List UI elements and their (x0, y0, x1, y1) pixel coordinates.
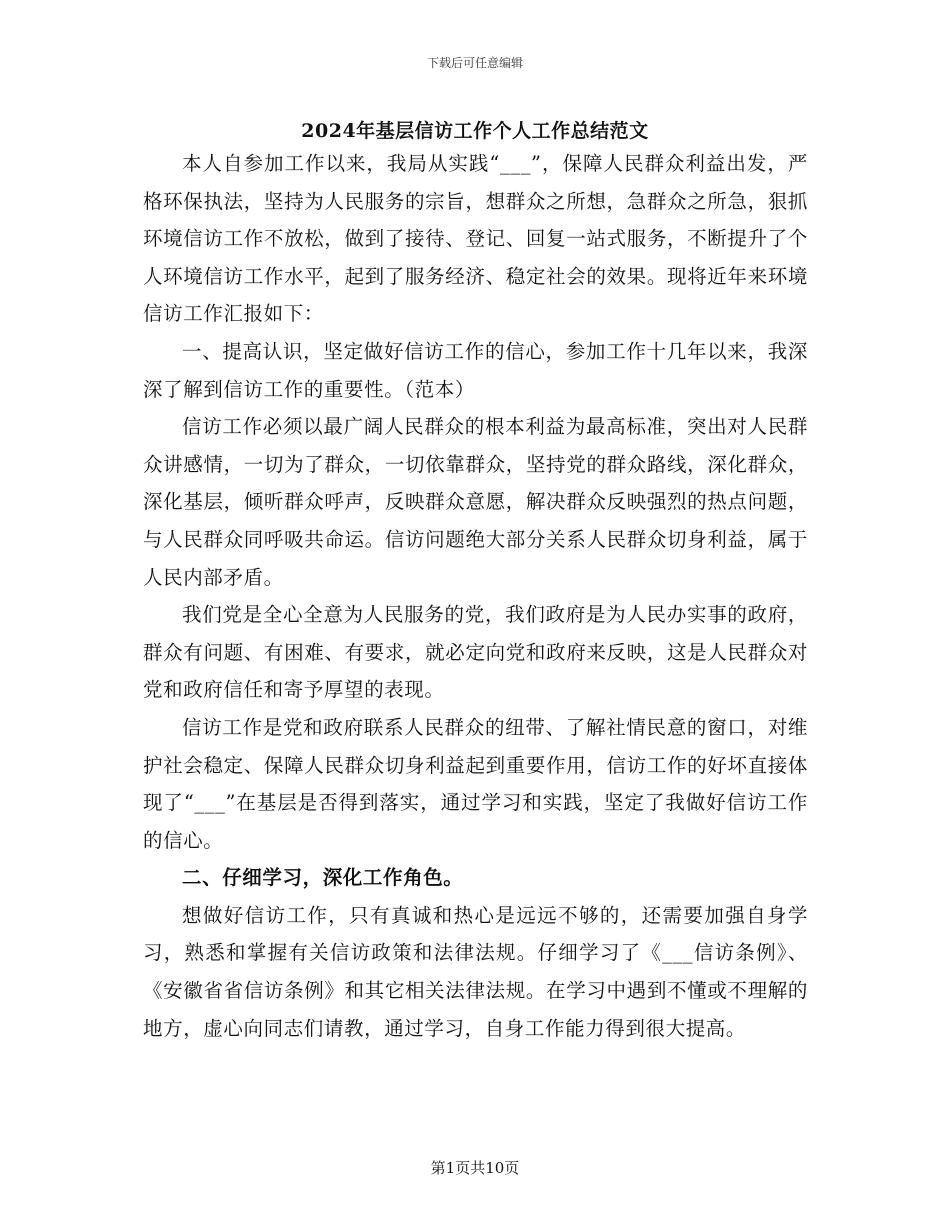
paragraph-bond: 信访工作是党和政府联系人民群众的纽带、了解社情民意的窗口，对维护社会稳定、保障人民群众切身利益起到重要作用，信访工作的好坏直接体现了“___”在基层是否得到落实，通过学习和实践，坚定了我做好信访工作的信心。 (143, 715, 808, 852)
header-note: 下载后可任意编辑 (426, 56, 523, 70)
paragraph-intro: 本人自参加工作以来，我局从实践“___”，保障人民群众利益出发，严格环保执法，坚持为人民服务的宗旨，想群众之所想，急群众之所急，狠抓环境信访工作不放松，做到了接待、登记、回复一站式服务，不断提升了个人环境信访工作水平，起到了服务经济、稳定社会的效果。现将近年来环境信访工作汇报如下： (143, 152, 808, 326)
paragraph-study: 想做好信访工作，只有真诚和热心是远远不够的，还需要加强自身学习，熟悉和掌握有关信访政策和法律法规。仔细学习了《___信访条例》、《安徽省省信访条例》和其它相关法律法规。在学习中遇到不懂或不理解的地方，虚心向同志们请教，通过学习，自身工作能力得到很大提高。 (143, 903, 808, 1040)
paragraph-party: 我们党是全心全意为人民服务的党，我们政府是为人民办实事的政府，群众有问题、有困难、有要求，就必定向党和政府来反映，这是人民群众对党和政府信任和寄予厚望的表现。 (143, 603, 808, 702)
paragraph-standard: 信访工作必须以最广阔人民群众的根本利益为最高标准，突出对人民群众讲感情，一切为了群众，一切依靠群众，坚持党的群众路线，深化群众，深化基层，倾听群众呼声，反映群众意愿，解决群众反映强烈的热点问题，与人民群众同呼吸共命运。信访问题绝大部分关系人民群众切身利益，属于人民内部矛盾。 (143, 415, 808, 589)
section-heading-two: 二、仔细学习，深化工作角色。 (182, 866, 464, 890)
document-body (143, 145, 808, 1047)
page-footer: 第1页共10页 (430, 1159, 520, 1177)
paragraph-section-one: 一、提高认识，坚定做好信访工作的信心，参加工作十几年以来，我深深了解到信访工作的重要性。（范本） (143, 339, 808, 401)
document-title: 2024年基层信访工作个人工作总结范文 (301, 120, 649, 142)
